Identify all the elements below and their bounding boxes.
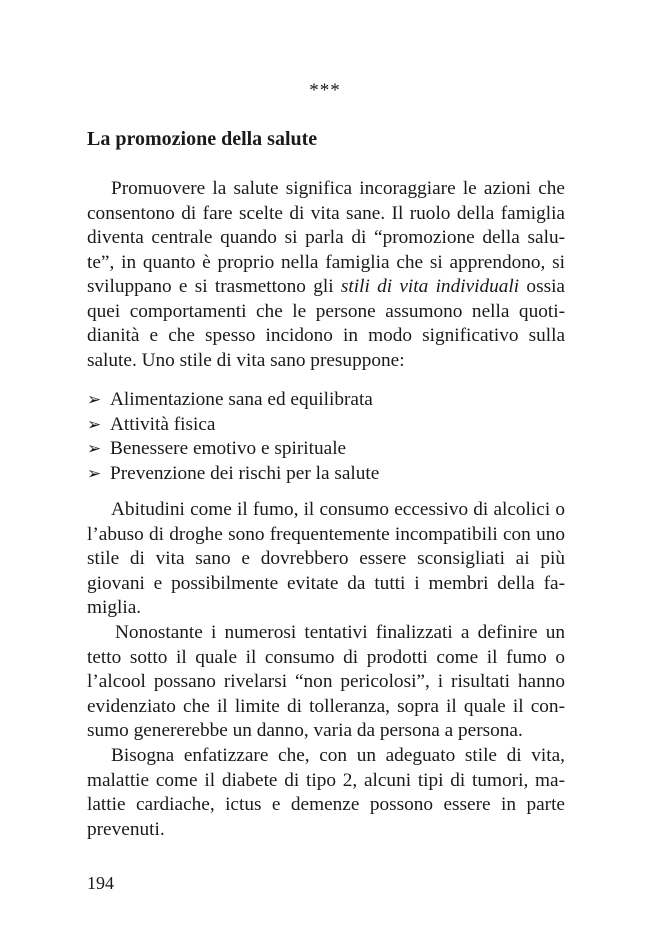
paragraph-intro xyxy=(87,177,565,373)
arrow-bullet-icon: ➢ xyxy=(87,414,102,434)
section-separator: *** xyxy=(309,80,341,101)
arrow-bullet-icon: ➢ xyxy=(87,463,102,483)
paragraph-intro-text xyxy=(87,177,565,373)
paragraph-habits xyxy=(87,498,565,621)
paragraph-prevention xyxy=(87,744,565,842)
list-item xyxy=(87,388,565,413)
list-item-text: Attività fisica xyxy=(110,413,216,435)
paragraph-intro-end: ossia quei comportamenti che le persone assumono nella quoti-dianità e che spesso incidono in modo significativo sulla salute. Uno stile di vita sano presuppone: xyxy=(87,276,565,371)
list-item xyxy=(87,437,565,462)
list-item-text: Benessere emotivo e spirituale xyxy=(110,438,347,459)
page-number: 194 xyxy=(87,873,114,893)
list-item xyxy=(87,462,565,487)
paragraph-prevention-text: Bisogna enfatizzare che, con un adeguato stile di vita, malattie come il diabete di tipo 2, alcuni tipi di tumori, ma-lattie cardiache, ictus e demenze possono essere in parte prevenuti. xyxy=(87,745,565,840)
list-item xyxy=(87,413,565,438)
paragraph-habits-text: Abitudini come il fumo, il consumo eccessivo di alcolici o l’abuso di droghe sono frequentemente incompatibili con uno stile di vita sano e dovrebbero essere sconsigliati ai più giovani e possibilmente evitate da tutti i membri della fa-miglia. xyxy=(87,499,565,618)
section-heading: La promozione della salute xyxy=(87,128,318,150)
list-item-text: Prevenzione dei rischi per la salute xyxy=(110,462,380,484)
paragraph-tolerance xyxy=(87,621,565,744)
paragraph-intro-italic: stili di vita individuali xyxy=(340,276,520,297)
arrow-bullet-icon: ➢ xyxy=(87,439,102,458)
paragraph-intro-start: Promuovere la salute significa incoraggiare le azioni che consentono di fare scelte di vita sane. Il ruolo della famiglia diventa centrale quando si parla di “promozione della salu-te”, in quanto è proprio nella famiglia che si apprendono, si sviluppano e si trasmettono gli xyxy=(87,178,565,297)
arrow-bullet-icon: ➢ xyxy=(87,390,102,409)
paragraph-tolerance-text: Nonostante i numerosi tentativi finalizzati a definire un tetto sotto il quale il consumo di prodotti come il fumo o l’alcool possano rivelarsi “non pericolosi”, i risultati hanno evidenziato che il limite di tolleranza, sopra il quale il con-sumo genererebbe un danno, varia da persona a persona. xyxy=(87,622,565,741)
list-item-text: Alimentazione sana ed equilibrata xyxy=(110,389,373,410)
lifestyle-list xyxy=(87,388,565,486)
